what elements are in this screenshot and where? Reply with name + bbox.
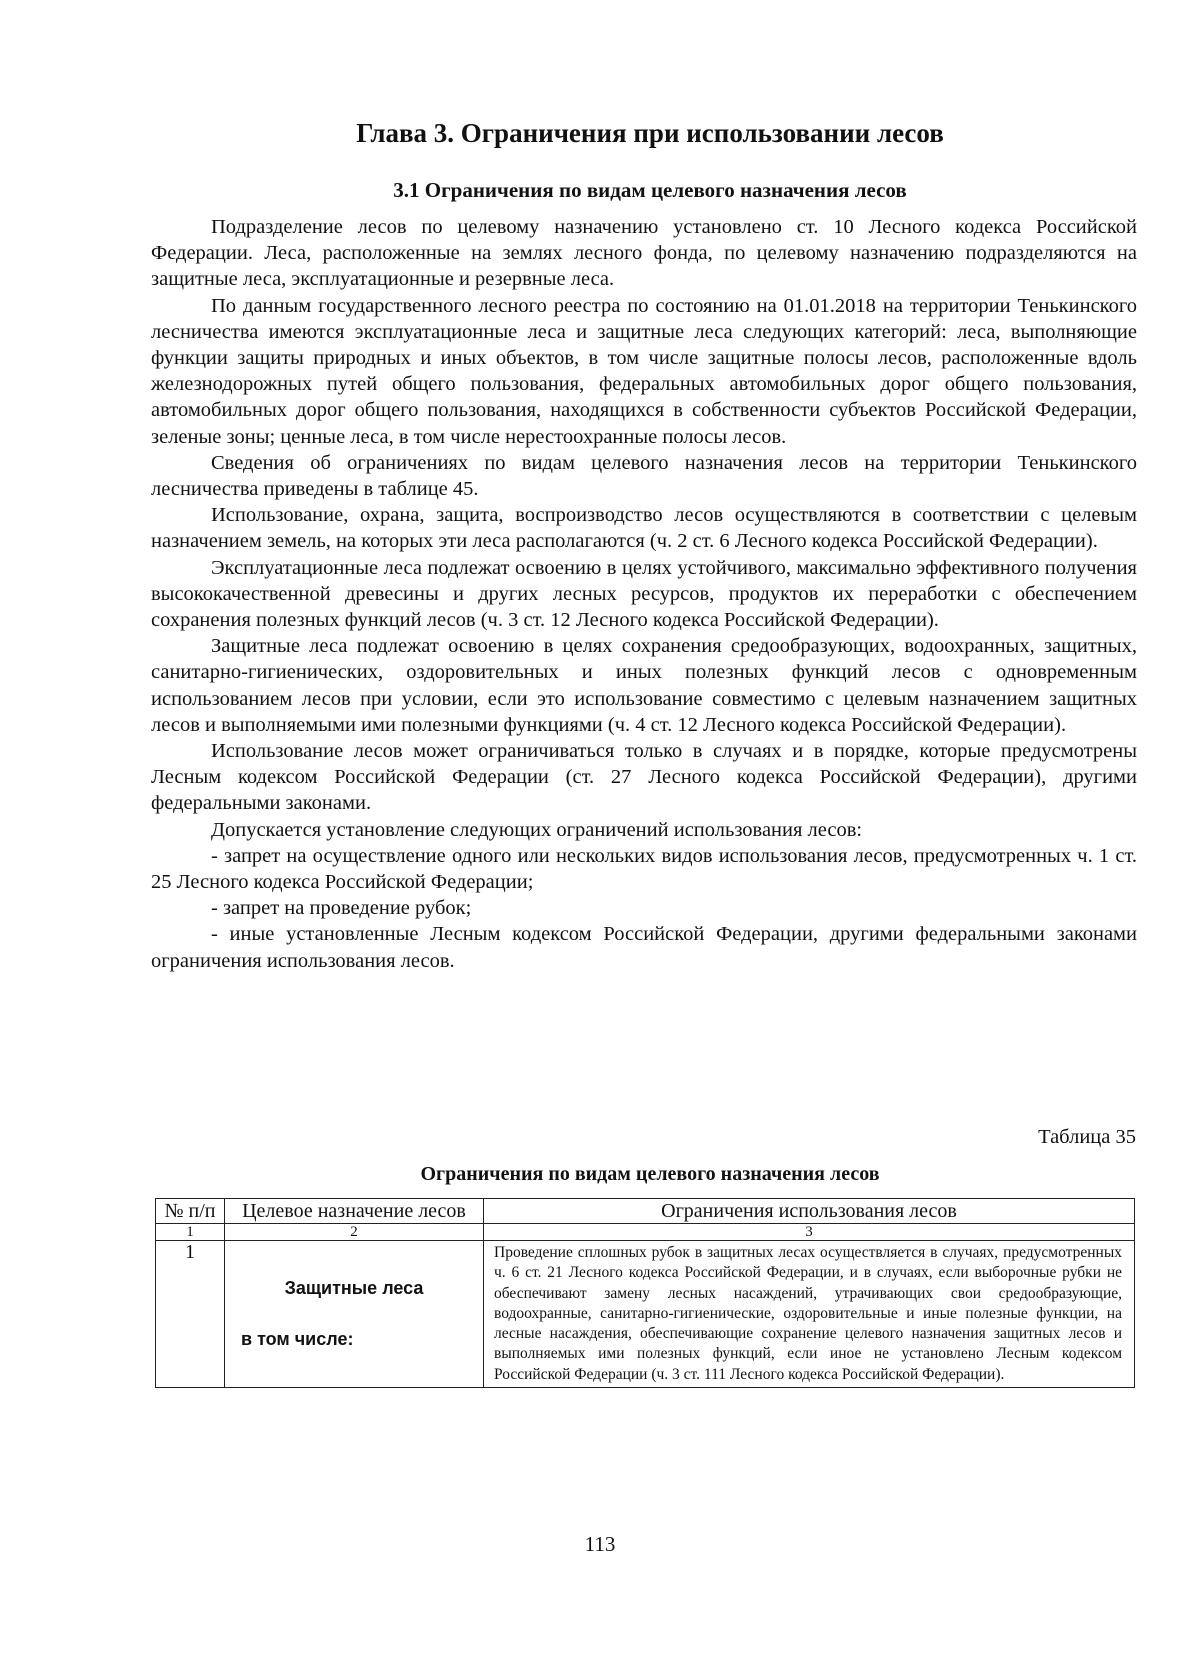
header-purpose: Целевое назначение лесов — [225, 1199, 484, 1224]
row-number: 1 — [156, 1241, 225, 1388]
row-restriction: Проведение сплошных рубок в защитных лесах осуществляется в случаях, предусмотренных ч. 6 ст. 21 Лесного кодекса Российской Федерации, и в случаях, если выборочные рубки не обеспечивают замену лесных насаждений, утрачивающих свои средообразующие, водоохранные, санитарно-гигиенические, оздоровительные и иные полезные функции, на лесные насаждения, обеспечивающие сохранение целевого назначения защитных лесов и выполняемых ими полезных функций, если иное не установлено Лесным кодексом Российской Федерации (ч. 3 ст. 111 Лесного кодекса Российской Федерации). — [484, 1241, 1135, 1388]
header-number: № п/п — [156, 1199, 225, 1224]
paragraph: По данным государственного лесного реестра по состоянию на 01.01.2018 на территории Тенькинского лесничества имеются эксплуатационные леса и защитные леса следующих категорий: леса, выполняющие функции защиты природных и иных объектов, в том числе защитные полосы лесов, расположенные вдоль железнодорожных путей общего пользования, федеральных автомобильных дорог общего пользования, автомобильных дорог общего пользования, находящихся в собственности субъектов Российской Федерации, зеленые зоны; ценные леса, в том числе нерестоохранные полосы лесов. — [151, 294, 1137, 448]
body-text — [151, 214, 1137, 974]
paragraph: Сведения об ограничениях по видам целевого назначения лесов на территории Тенькинского лесничества приведены в таблице 45. — [151, 451, 1137, 501]
list-item: - запрет на проведение рубок; — [211, 897, 472, 920]
section-title: 3.1 Ограничения по видам целевого назначения лесов — [393, 178, 907, 202]
table-row — [156, 1241, 1135, 1388]
column-number: 3 — [484, 1224, 1135, 1241]
restrictions-table — [155, 1198, 1135, 1388]
column-number: 1 — [156, 1224, 225, 1241]
table-label: Таблица 35 — [1038, 1126, 1136, 1148]
paragraph: Подразделение лесов по целевому назначению установлено ст. 10 Лесного кодекса Российской Федерации. Леса, расположенные на землях лесного фонда, по целевому назначению подразделяются на защитные леса, эксплуатационные и резервные леса. — [151, 216, 1137, 291]
list-item: - запрет на осуществление одного или нескольких видов использования лесов, предусмотренных ч. 1 ст. 25 Лесного кодекса Российской Федерации; — [151, 844, 1137, 894]
list-item: - иные установленные Лесным кодексом Российской Федерации, другими федеральными законами ограничения использования лесов. — [151, 923, 1137, 972]
purpose-title: Защитные леса — [284, 1278, 424, 1299]
header-restrictions: Ограничения использования лесов — [484, 1199, 1135, 1224]
row-purpose — [225, 1241, 484, 1388]
table-header-row — [156, 1199, 1135, 1224]
chapter-title: Глава 3. Ограничения при использовании лесов — [356, 118, 944, 148]
page-number: 113 — [584, 1532, 616, 1556]
paragraph: Защитные леса подлежат освоению в целях сохранения средообразующих, водоохранных, защитных, санитарно-гигиенических, оздоровительных и иных полезных функций лесов с одновременным использованием лесов при условии, если это использование совместимо с целевым назначением защитных лесов и выполняемыми ими полезными функциями (ч. 4 ст. 12 Лесного кодекса Российской Федерации). — [151, 635, 1137, 736]
paragraph: Допускается установление следующих ограничений использования лесов: — [211, 818, 863, 841]
paragraph: Использование лесов может ограничиваться только в случаях и в порядке, которые предусмотрены Лесным кодексом Российской Федерации (ст. 27 Лесного кодекса Российской Федерации), другими федеральными законами. — [151, 740, 1137, 815]
paragraph: Эксплуатационные леса подлежат освоению в целях устойчивого, максимально эффективного получения высококачественной древесины и других лесных ресурсов, продуктов их переработки с обеспечением сохранения полезных функций лесов (ч. 3 ст. 12 Лесного кодекса Российской Федерации). — [151, 556, 1137, 632]
column-number-row — [156, 1224, 1135, 1241]
table-title: Ограничения по видам целевого назначения лесов — [420, 1163, 880, 1185]
paragraph: Использование, охрана, защита, воспроизводство лесов осуществляются в соответствии с целевым назначением земель, на которых эти леса располагаются (ч. 2 ст. 6 Лесного кодекса Российской Федерации). — [151, 504, 1137, 553]
purpose-subtitle: в том числе: — [241, 1329, 354, 1350]
column-number: 2 — [225, 1224, 484, 1241]
